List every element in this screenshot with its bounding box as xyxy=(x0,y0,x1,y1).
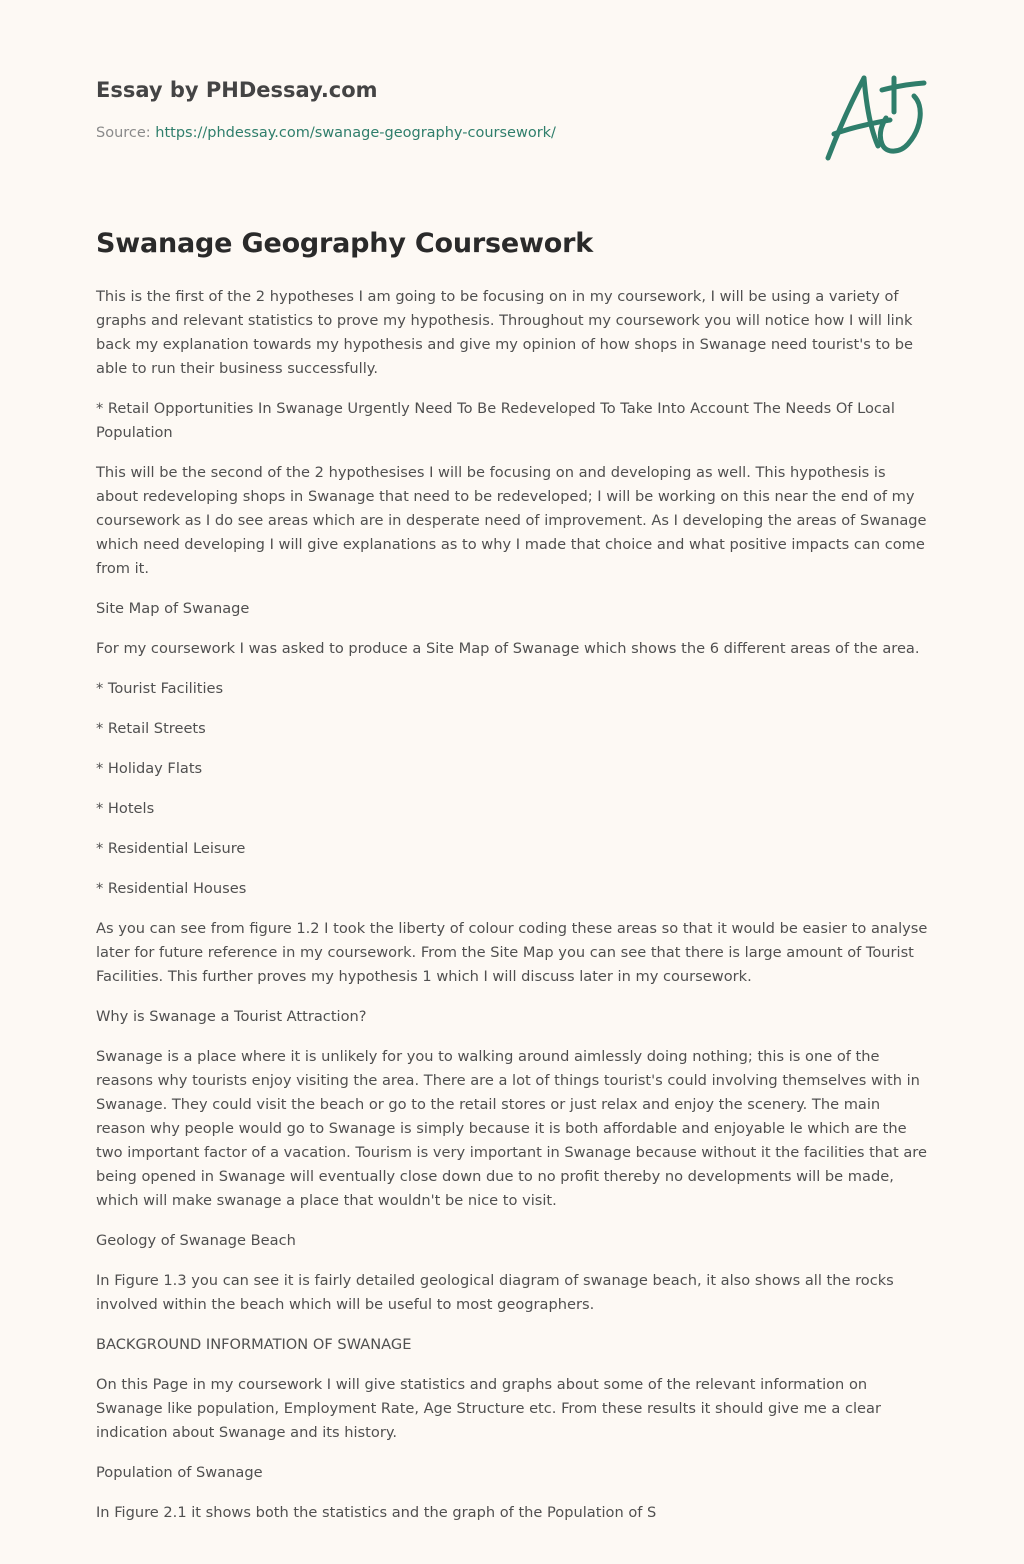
section-heading: Geology of Swanage Beach xyxy=(96,1232,296,1249)
list-item: * Holiday Flats xyxy=(96,760,203,777)
list-item: * Tourist Facilities xyxy=(96,680,224,697)
list-item: * Residential Leisure xyxy=(96,840,246,857)
list-item: * Retail Streets xyxy=(96,720,206,737)
essay-title: Swanage Geography Coursework xyxy=(96,228,593,259)
body-paragraph: As you can see from figure 1.2 I took the liberty of colour coding these areas so that it would be easier to analyse later for future reference in my coursework. From the Site Map you can see that there is large amount of Tourist Facilities. This further proves my hypothesis 1 which I will discuss later in my coursework. xyxy=(96,920,928,985)
section-heading: Why is Swanage a Tourist Attraction? xyxy=(96,1008,367,1025)
list-item: * Residential Houses xyxy=(96,880,247,897)
essay-body xyxy=(96,285,928,1541)
section-heading: BACKGROUND INFORMATION OF SWANAGE xyxy=(96,1336,412,1353)
body-paragraph: For my coursework I was asked to produce a Site Map of Swanage which shows the 6 different areas of the area. xyxy=(96,640,920,657)
body-paragraph: Swanage is a place where it is unlikely for you to walking around aimlessly doing nothing; this is one of the reasons why tourists enjoy visiting the area. There are a lot of things tourist's could involving themselves with in Swanage. They could visit the beach or go to the retail stores or just relax and enjoy the scenery. The main reason why people would go to Swanage is simply because it is both affordable and enjoyable le which are the two important factor of a vacation. Tourism is very important in Swanage because without it the facilities that are being opened in Swanage will eventually close down due to no profit thereby no developments will be made, which will make swanage a place that wouldn't be nice to visit. xyxy=(96,1048,927,1209)
body-paragraph: In Figure 2.1 it shows both the statistics and the graph of the Population of S xyxy=(96,1504,657,1521)
section-heading: Site Map of Swanage xyxy=(96,600,250,617)
body-paragraph: This is the first of the 2 hypotheses I am going to be focusing on in my coursework, I will be using a variety of graphs and relevant statistics to prove my hypothesis. Throughout my coursework you will notice how I will link back my explanation towards my hypothesis and give my opinion of how shops in Swanage need tourist's to be able to run their business successfully. xyxy=(96,288,914,377)
body-paragraph: This will be the second of the 2 hypothesises I will be focusing on and developing as well. This hypothesis is about redeveloping shops in Swanage that need to be redeveloped; I will be working on this near the end of my coursework as I do see areas which are in desperate need of improvement. As I developing the areas of Swanage which need developing I will give explanations as to why I made that choice and what positive impacts can come from it. xyxy=(96,464,927,577)
source-link[interactable]: https://phdessay.com/swanage-geography-coursework/ xyxy=(155,125,556,141)
page-header xyxy=(96,76,796,143)
section-heading: Population of Swanage xyxy=(96,1464,263,1481)
site-brand: Essay by PHDessay.com xyxy=(96,78,378,102)
source-line xyxy=(96,123,796,143)
list-item: * Hotels xyxy=(96,800,155,817)
body-paragraph: * Retail Opportunities In Swanage Urgently Need To Be Redeveloped To Take Into Account The Needs Of Local Population xyxy=(96,400,895,441)
body-paragraph: In Figure 1.3 you can see it is fairly detailed geological diagram of swanage beach, it also shows all the rocks involved within the beach which will be useful to most geographers. xyxy=(96,1272,894,1313)
body-paragraph: On this Page in my coursework I will give statistics and graphs about some of the relevant information on Swanage like population, Employment Rate, Age Structure etc. From these results it should give me a clear indication about Swanage and its history. xyxy=(96,1376,881,1441)
a-plus-logo-icon xyxy=(820,66,930,166)
source-label: Source: xyxy=(96,125,156,141)
